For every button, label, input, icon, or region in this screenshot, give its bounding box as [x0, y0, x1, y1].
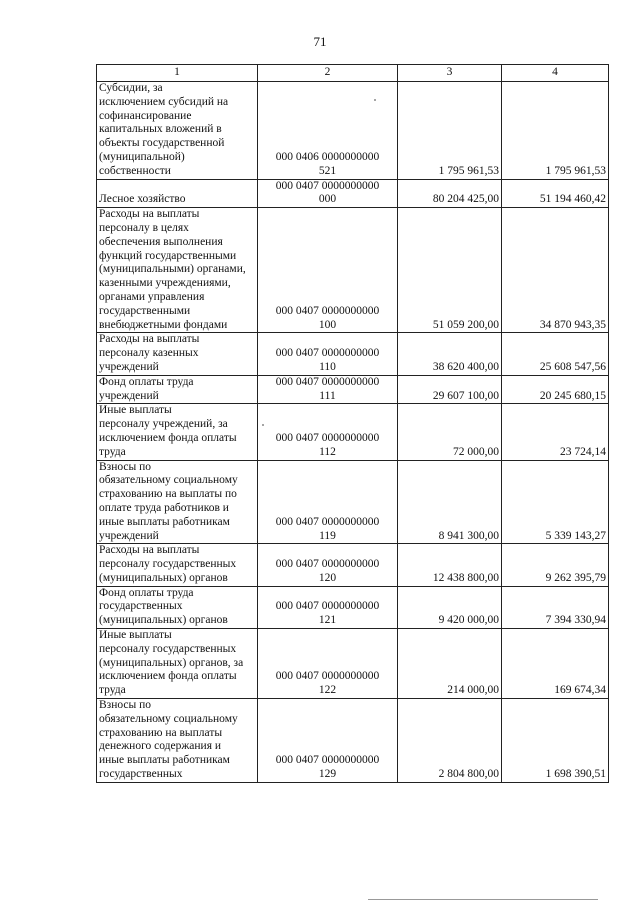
- row-code: 000 0407 0000000000 120: [275, 558, 380, 584]
- row-code: 000 0407 0000000000 119: [275, 515, 380, 542]
- row-amount-planned-cell: [398, 208, 502, 333]
- row-name: Иные выплаты персоналу учреждений, за исключением фонда оплаты труда: [99, 404, 237, 458]
- table-row: [97, 333, 609, 375]
- row-code: 000 0407 0000000000 000: [275, 179, 380, 206]
- table-row: [97, 404, 609, 460]
- row-code: 000 0407 0000000000 112: [275, 431, 380, 458]
- row-code: 000 0407 0000000000 122: [275, 670, 380, 697]
- row-amount-executed-cell: [502, 586, 609, 628]
- row-amount-executed: 5 339 143,27: [545, 529, 606, 542]
- row-code-cell: [258, 404, 398, 460]
- row-amount-planned: 29 607 100,00: [432, 389, 499, 402]
- row-code-cell: [258, 629, 398, 699]
- row-name-cell: [97, 629, 258, 699]
- row-amount-executed-cell: [502, 82, 609, 180]
- row-code-cell: [258, 82, 398, 180]
- row-code-cell: [258, 699, 398, 783]
- row-code: 000 0407 0000000000 111: [275, 375, 380, 402]
- row-amount-executed: 34 870 943,35: [539, 318, 606, 331]
- table-row: [97, 699, 609, 783]
- row-amount-executed-cell: [502, 208, 609, 333]
- row-amount-executed-cell: [502, 544, 609, 586]
- row-name: Расходы на выплаты персоналу казенных учреждений: [99, 333, 200, 373]
- row-amount-executed-cell: [502, 699, 609, 783]
- row-amount-planned: 80 204 425,00: [432, 193, 499, 206]
- row-amount-planned-cell: [398, 629, 502, 699]
- column-header-1: 1: [97, 65, 258, 82]
- table-row: [97, 375, 609, 404]
- scan-speck: [262, 424, 264, 426]
- row-amount-executed: 51 194 460,42: [539, 193, 606, 206]
- row-name-cell: [97, 699, 258, 783]
- row-amount-executed: 7 394 330,94: [545, 614, 606, 627]
- row-amount-executed: 25 608 547,56: [539, 360, 606, 373]
- row-amount-executed: 1 698 390,51: [545, 768, 606, 781]
- row-name: Фонд оплаты труда учреждений: [99, 375, 194, 402]
- row-amount-planned: 214 000,00: [447, 684, 499, 697]
- row-amount-planned: 51 059 200,00: [432, 318, 499, 331]
- table-row: [97, 629, 609, 699]
- row-amount-planned-cell: [398, 544, 502, 586]
- row-name: Взносы по обязательному социальному страхованию на выплаты по оплате труда работников и иные выплаты работникам учреждений: [99, 460, 238, 542]
- scan-speck: [374, 99, 376, 101]
- row-amount-planned: 12 438 800,00: [432, 571, 499, 584]
- row-amount-executed-cell: [502, 460, 609, 544]
- budget-table: [96, 64, 609, 783]
- table-row: [97, 544, 609, 586]
- row-code-cell: [258, 375, 398, 404]
- row-code-cell: [258, 460, 398, 544]
- row-code-cell: [258, 544, 398, 586]
- row-amount-executed: 169 674,34: [554, 684, 606, 697]
- row-code-cell: [258, 208, 398, 333]
- row-amount-planned: 72 000,00: [453, 445, 499, 458]
- row-name: Субсидии, за исключением субсидий на софинансирование капитальных вложений в объекты государственной (муниципальной) собственности: [99, 82, 229, 177]
- row-amount-planned-cell: [398, 699, 502, 783]
- row-name-cell: [97, 82, 258, 180]
- row-amount-executed-cell: [502, 179, 609, 208]
- row-amount-planned: 38 620 400,00: [432, 360, 499, 373]
- row-amount-planned: 1 795 961,53: [438, 164, 499, 177]
- row-code-cell: [258, 586, 398, 628]
- row-amount-planned-cell: [398, 586, 502, 628]
- page-number: 71: [313, 34, 327, 49]
- row-name-cell: [97, 460, 258, 544]
- row-name: Расходы на выплаты персоналу государственных (муниципальных) органов: [99, 544, 237, 584]
- row-name-cell: [97, 333, 258, 375]
- row-amount-planned-cell: [398, 333, 502, 375]
- row-name-cell: [97, 404, 258, 460]
- scan-edge-line: [368, 899, 598, 900]
- row-code-cell: [258, 179, 398, 208]
- row-code: 000 0407 0000000000 129: [275, 754, 380, 781]
- row-amount-executed-cell: [502, 404, 609, 460]
- row-amount-planned-cell: [398, 404, 502, 460]
- row-name: Взносы по обязательному социальному страхованию на выплаты денежного содержания и иные выплаты работникам государственных: [99, 699, 238, 781]
- row-name-cell: [97, 586, 258, 628]
- row-name: Фонд оплаты труда государственных (муниципальных) органов: [99, 586, 228, 627]
- row-amount-executed-cell: [502, 333, 609, 375]
- row-amount-executed-cell: [502, 629, 609, 699]
- row-code: 000 0407 0000000000 100: [275, 304, 380, 331]
- row-amount-planned-cell: [398, 82, 502, 180]
- row-code: 000 0407 0000000000 110: [275, 347, 380, 373]
- column-header-4: 4: [502, 65, 609, 82]
- table-row: [97, 586, 609, 628]
- row-name-cell: [97, 179, 258, 208]
- row-name: Лесное хозяйство: [99, 193, 186, 206]
- row-amount-planned-cell: [398, 375, 502, 404]
- row-amount-executed: 1 795 961,53: [545, 164, 606, 177]
- table-row: [97, 208, 609, 333]
- row-name: Расходы на выплаты персоналу в целях обеспечения выполнения функций государственными (муниципальными) органами, казенными учреждениями, органами управления государственными внебюджетными фондами: [99, 208, 246, 331]
- column-header-2: 2: [258, 65, 398, 82]
- row-amount-planned: 9 420 000,00: [438, 614, 499, 627]
- row-code: 000 0406 0000000000 521: [275, 150, 380, 177]
- table-row: [97, 82, 609, 180]
- table-row: [97, 460, 609, 544]
- row-name-cell: [97, 375, 258, 404]
- row-amount-planned: 8 941 300,00: [438, 529, 499, 542]
- row-amount-executed: 20 245 680,15: [539, 389, 606, 402]
- row-amount-planned-cell: [398, 179, 502, 208]
- row-amount-executed-cell: [502, 375, 609, 404]
- row-code-cell: [258, 333, 398, 375]
- column-header-3: 3: [398, 65, 502, 82]
- row-code: 000 0407 0000000000 121: [275, 600, 380, 627]
- row-amount-executed: 23 724,14: [560, 445, 606, 458]
- table-header-row: [97, 65, 609, 82]
- row-amount-planned: 2 804 800,00: [438, 768, 499, 781]
- row-amount-planned-cell: [398, 460, 502, 544]
- row-amount-executed: 9 262 395,79: [545, 571, 606, 584]
- row-name: Иные выплаты персоналу государственных (муниципальных) органов, за исключением фонда оплаты труда: [99, 629, 244, 697]
- row-name-cell: [97, 208, 258, 333]
- table-row: [97, 179, 609, 208]
- row-name-cell: [97, 544, 258, 586]
